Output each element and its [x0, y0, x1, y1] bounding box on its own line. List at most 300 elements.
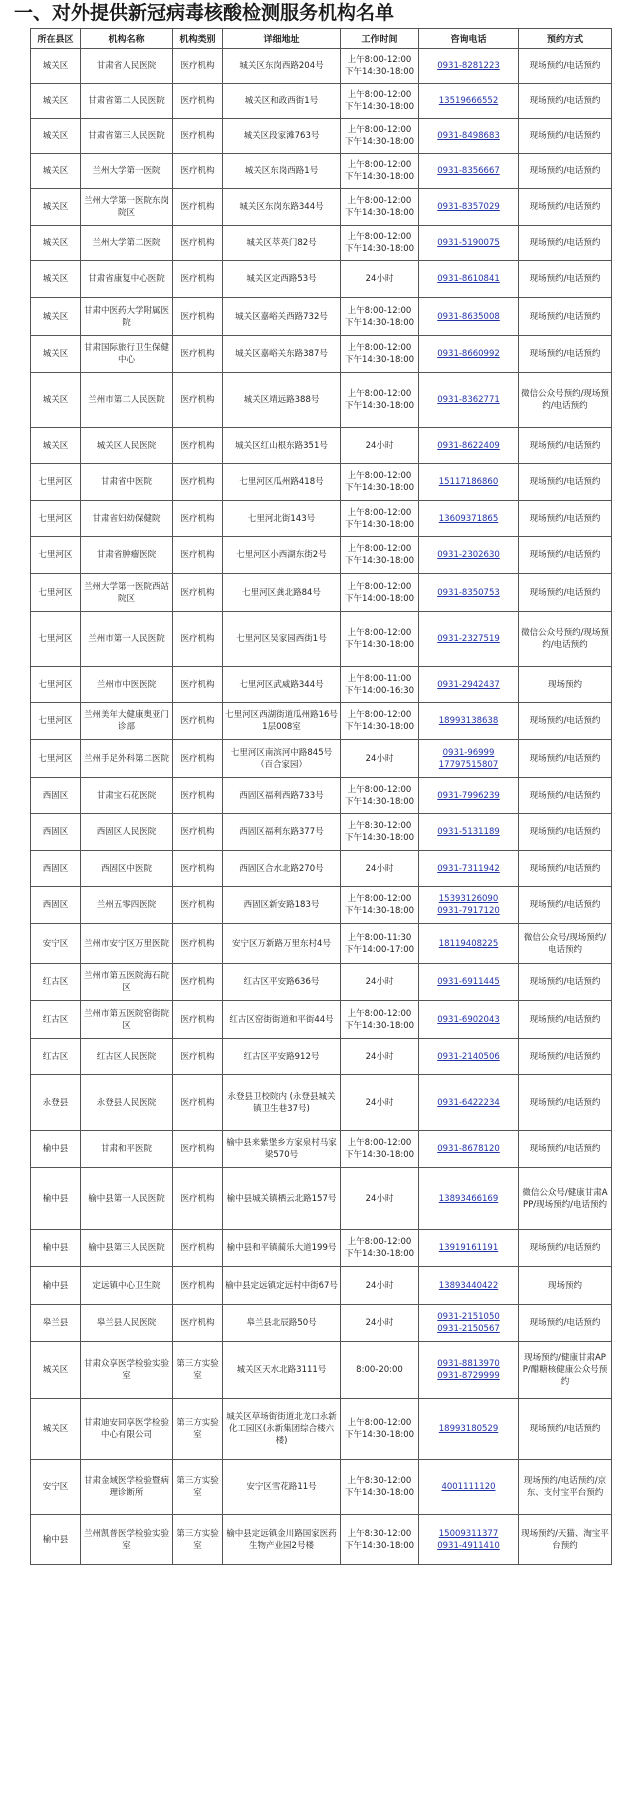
cell-name: 甘肃宝石花医院	[81, 778, 173, 814]
cell-phone	[419, 189, 519, 226]
cell-phone	[419, 373, 519, 428]
phone-link[interactable]: 0931-8729999	[437, 1371, 500, 1381]
phone-link[interactable]: 0931-8813970	[437, 1359, 500, 1369]
cell-name: 兰州手足外科第二医院	[81, 740, 173, 778]
cell-booking: 现场预约/电话预约	[519, 1305, 612, 1342]
cell-address: 城关区定西路53号	[223, 261, 341, 298]
cell-hours: 上午8:00-11:30 下午14:00-17:00	[341, 924, 419, 964]
cell-type: 医疗机构	[173, 1168, 223, 1230]
phone-link[interactable]: 0931-8281223	[437, 61, 500, 71]
phone-link[interactable]: 13919161191	[438, 1243, 499, 1253]
cell-address: 城关区段家滩763号	[223, 119, 341, 154]
cell-phone	[419, 1230, 519, 1267]
header-hours: 工作时间	[341, 29, 419, 49]
cell-hours: 24小时	[341, 740, 419, 778]
cell-name: 甘肃省中医院	[81, 464, 173, 501]
cell-phone	[419, 1515, 519, 1565]
cell-type: 第三方实验室	[173, 1342, 223, 1399]
cell-name: 兰州市第二人民医院	[81, 373, 173, 428]
cell-phone	[419, 336, 519, 373]
cell-name: 兰州大学第一医院东岗院区	[81, 189, 173, 226]
cell-name: 甘肃中医药大学附属医院	[81, 298, 173, 336]
table-row	[31, 1342, 612, 1399]
cell-hours: 上午8:00-12:00 下午14:30-18:00	[341, 887, 419, 924]
cell-type: 医疗机构	[173, 373, 223, 428]
phone-link[interactable]: 0931-2151050	[437, 1312, 500, 1322]
cell-type: 医疗机构	[173, 84, 223, 119]
cell-type: 第三方实验室	[173, 1515, 223, 1565]
phone-link[interactable]: 0931-8498683	[437, 131, 500, 141]
cell-type: 医疗机构	[173, 226, 223, 261]
cell-address: 安宁区雪花路11号	[223, 1460, 341, 1515]
cell-phone	[419, 428, 519, 464]
cell-district: 城关区	[31, 298, 81, 336]
cell-booking: 现场预约/电话预约	[519, 84, 612, 119]
cell-district: 红古区	[31, 1001, 81, 1039]
phone-link[interactable]: 0931-7996239	[437, 790, 500, 801]
cell-type: 医疗机构	[173, 501, 223, 537]
table-row	[31, 851, 612, 887]
cell-phone	[419, 501, 519, 537]
table-row	[31, 298, 612, 336]
cell-hours: 上午8:00-12:00 下午14:30-18:00	[341, 49, 419, 84]
cell-address: 七里河区吴家园西街1号	[223, 612, 341, 667]
table-row	[31, 226, 612, 261]
cell-type: 医疗机构	[173, 851, 223, 887]
cell-district: 城关区	[31, 119, 81, 154]
cell-hours: 上午8:00-12:00 下午14:30-18:00	[341, 1131, 419, 1168]
cell-booking: 现场预约/电话预约	[519, 501, 612, 537]
cell-address: 城关区东岗西路204号	[223, 49, 341, 84]
table-row	[31, 1075, 612, 1131]
table-row	[31, 740, 612, 778]
cell-district: 城关区	[31, 428, 81, 464]
cell-hours: 24小时	[341, 1305, 419, 1342]
cell-hours: 上午8:00-12:00 下午14:30-18:00	[341, 501, 419, 537]
cell-address: 城关区天水北路3111号	[223, 1342, 341, 1399]
cell-phone	[419, 964, 519, 1001]
cell-type: 医疗机构	[173, 1230, 223, 1267]
cell-address: 城关区嘉峪关东路387号	[223, 336, 341, 373]
cell-booking: 现场预约/健康甘肃APP/醋糖核健康公众号预约	[519, 1342, 612, 1399]
cell-booking: 微信公众号预约/现场预约/电话预约	[519, 612, 612, 667]
cell-hours: 上午8:00-12:00 下午14:30-18:00	[341, 612, 419, 667]
cell-phone	[419, 740, 519, 778]
cell-district: 七里河区	[31, 612, 81, 667]
cell-booking: 现场预约/电话预约	[519, 428, 612, 464]
cell-name: 甘肃国际旅行卫生保健中心	[81, 336, 173, 373]
cell-address: 西固区福利东路377号	[223, 814, 341, 851]
phone-link[interactable]: 0931-8622409	[437, 440, 500, 451]
table-row	[31, 1267, 612, 1305]
cell-address: 榆中县和平镇蔺乐大道199号	[223, 1230, 341, 1267]
table-row	[31, 336, 612, 373]
cell-booking: 现场预约/电话预约	[519, 49, 612, 84]
cell-booking: 现场预约/电话预约	[519, 740, 612, 778]
cell-district: 城关区	[31, 336, 81, 373]
cell-booking: 现场预约/电话预约	[519, 1399, 612, 1460]
cell-type: 医疗机构	[173, 740, 223, 778]
cell-type: 医疗机构	[173, 887, 223, 924]
cell-name: 兰州市第一人民医院	[81, 612, 173, 667]
cell-district: 榆中县	[31, 1168, 81, 1230]
cell-phone	[419, 924, 519, 964]
cell-type: 医疗机构	[173, 537, 223, 574]
cell-hours: 上午8:00-12:00 下午14:30-18:00	[341, 84, 419, 119]
cell-hours: 24小时	[341, 428, 419, 464]
cell-address: 七里河区龚北路84号	[223, 574, 341, 612]
cell-phone	[419, 1460, 519, 1515]
table-row	[31, 464, 612, 501]
table-row	[31, 119, 612, 154]
cell-name: 兰州大学第一医院	[81, 154, 173, 189]
table-row	[31, 1131, 612, 1168]
phone-link[interactable]: 13609371865	[438, 513, 499, 524]
cell-phone	[419, 851, 519, 887]
cell-booking: 现场预约/电话预约	[519, 887, 612, 924]
cell-phone	[419, 1131, 519, 1168]
table-row	[31, 261, 612, 298]
cell-phone	[419, 464, 519, 501]
phone-link[interactable]: 18993138638	[438, 716, 499, 726]
cell-booking: 微信公众号/现场预约/电话预约	[519, 924, 612, 964]
cell-type: 医疗机构	[173, 1039, 223, 1075]
cell-name: 甘肃和平医院	[81, 1131, 173, 1168]
phone-link[interactable]: 0931-8660992	[437, 349, 500, 359]
cell-name: 甘肃省第二人民医院	[81, 84, 173, 119]
cell-type: 医疗机构	[173, 667, 223, 703]
cell-address: 城关区嘉峪关西路732号	[223, 298, 341, 336]
cell-district: 安宁区	[31, 924, 81, 964]
cell-district: 红古区	[31, 1039, 81, 1075]
cell-booking: 现场预约/电话预约	[519, 814, 612, 851]
table-row	[31, 189, 612, 226]
table-row	[31, 887, 612, 924]
phone-link[interactable]: 18119408225	[438, 938, 499, 949]
cell-booking: 现场预约/电话预约	[519, 226, 612, 261]
table-row	[31, 1460, 612, 1515]
cell-name: 甘肃省肿瘤医院	[81, 537, 173, 574]
cell-hours: 上午8:00-11:00 下午14:00-16:30	[341, 667, 419, 703]
cell-name: 甘肃省康复中心医院	[81, 261, 173, 298]
cell-district: 城关区	[31, 84, 81, 119]
cell-name: 永登县人民医院	[81, 1075, 173, 1131]
cell-type: 医疗机构	[173, 924, 223, 964]
cell-phone	[419, 537, 519, 574]
cell-district: 榆中县	[31, 1131, 81, 1168]
table-row	[31, 1039, 612, 1075]
cell-booking: 现场预约/电话预约	[519, 336, 612, 373]
cell-type: 医疗机构	[173, 154, 223, 189]
cell-booking: 现场预约/电话预约	[519, 189, 612, 226]
cell-address: 城关区靖远路388号	[223, 373, 341, 428]
institution-table	[30, 28, 611, 1565]
phone-link[interactable]: 0931-6422234	[437, 1097, 500, 1108]
phone-link[interactable]: 15009311377	[438, 1528, 499, 1539]
cell-name: 甘肃众享医学检验实验室	[81, 1342, 173, 1399]
cell-district: 七里河区	[31, 574, 81, 612]
phone-link[interactable]: 0931-7311942	[437, 863, 500, 874]
cell-booking: 现场预约/电话预约	[519, 1230, 612, 1267]
header-address: 详细地址	[223, 29, 341, 49]
table-row	[31, 1168, 612, 1230]
cell-district: 城关区	[31, 1342, 81, 1399]
cell-name: 兰州市第五医院窑街院区	[81, 1001, 173, 1039]
cell-district: 红古区	[31, 964, 81, 1001]
table-row	[31, 924, 612, 964]
cell-district: 七里河区	[31, 464, 81, 501]
cell-address: 永登县卫校院内 (永登县城关镇卫生巷37号)	[223, 1075, 341, 1131]
phone-link[interactable]: 0931-8635008	[437, 311, 500, 322]
cell-name: 西固区人民医院	[81, 814, 173, 851]
cell-district: 西固区	[31, 778, 81, 814]
cell-type: 医疗机构	[173, 1075, 223, 1131]
phone-link[interactable]: 0931-2302630	[437, 550, 500, 560]
cell-booking: 现场预约/电话预约	[519, 851, 612, 887]
phone-link[interactable]: 18993180529	[438, 1424, 499, 1434]
cell-phone	[419, 574, 519, 612]
cell-address: 西固区合水北路270号	[223, 851, 341, 887]
table-row	[31, 612, 612, 667]
cell-district: 西固区	[31, 814, 81, 851]
phone-link[interactable]: 0931-96999	[442, 747, 495, 758]
phone-link[interactable]: 0931-2150567	[437, 1324, 500, 1334]
phone-link[interactable]: 13893440422	[438, 1280, 499, 1291]
phone-link[interactable]: 13893466169	[438, 1193, 499, 1204]
table-row	[31, 537, 612, 574]
cell-district: 榆中县	[31, 1515, 81, 1565]
cell-phone	[419, 1342, 519, 1399]
cell-booking: 现场预约/电话预约/京东、支付宝平台预约	[519, 1460, 612, 1515]
phone-link[interactable]: 0931-5131189	[437, 827, 500, 837]
cell-hours: 上午8:30-12:00 下午14:30-18:00	[341, 1515, 419, 1565]
cell-type: 医疗机构	[173, 428, 223, 464]
cell-district: 城关区	[31, 373, 81, 428]
cell-name: 定远镇中心卫生院	[81, 1267, 173, 1305]
table-row	[31, 49, 612, 84]
cell-district: 永登县	[31, 1075, 81, 1131]
table-row	[31, 154, 612, 189]
cell-district: 城关区	[31, 49, 81, 84]
cell-phone	[419, 612, 519, 667]
cell-address: 城关区和政西街1号	[223, 84, 341, 119]
table-row	[31, 501, 612, 537]
header-phone: 咨询电话	[419, 29, 519, 49]
cell-address: 七里河北街143号	[223, 501, 341, 537]
cell-hours: 24小时	[341, 964, 419, 1001]
phone-link[interactable]: 4001111120	[441, 1482, 496, 1492]
cell-name: 兰州市第五医院海石院区	[81, 964, 173, 1001]
cell-booking: 现场预约/电话预约	[519, 1001, 612, 1039]
cell-booking: 现场预约/电话预约	[519, 119, 612, 154]
cell-phone	[419, 1001, 519, 1039]
cell-district: 七里河区	[31, 501, 81, 537]
cell-hours: 上午8:00-12:00 下午14:30-18:00	[341, 1230, 419, 1267]
cell-name: 甘肃金域医学检验暨病理诊断所	[81, 1460, 173, 1515]
header-name: 机构名称	[81, 29, 173, 49]
cell-booking: 现场预约/电话预约	[519, 154, 612, 189]
cell-phone	[419, 703, 519, 740]
cell-type: 医疗机构	[173, 778, 223, 814]
cell-phone	[419, 154, 519, 189]
cell-address: 榆中县定远镇金川路国家医药生物产业园2号楼	[223, 1515, 341, 1565]
cell-type: 医疗机构	[173, 298, 223, 336]
cell-address: 城关区东岗东路344号	[223, 189, 341, 226]
cell-hours: 24小时	[341, 1075, 419, 1131]
cell-district: 城关区	[31, 189, 81, 226]
table-row	[31, 703, 612, 740]
cell-hours: 上午8:00-12:00 下午14:30-18:00	[341, 154, 419, 189]
table-row	[31, 1230, 612, 1267]
cell-name: 榆中县第三人民医院	[81, 1230, 173, 1267]
cell-booking: 现场预约/电话预约	[519, 1075, 612, 1131]
cell-type: 医疗机构	[173, 1131, 223, 1168]
cell-address: 安宁区万新路万里东村4号	[223, 924, 341, 964]
phone-link[interactable]: 0931-8610841	[437, 274, 500, 284]
phone-link[interactable]: 0931-7917120	[437, 906, 500, 916]
cell-hours: 24小时	[341, 851, 419, 887]
phone-link[interactable]: 0931-2140506	[437, 1051, 500, 1062]
cell-hours: 上午8:00-12:00 下午14:00-18:00	[341, 574, 419, 612]
phone-link[interactable]: 0931-2327519	[437, 634, 500, 644]
cell-name: 甘肃迪安同享医学检验中心有限公司	[81, 1399, 173, 1460]
cell-name: 兰州市中医医院	[81, 667, 173, 703]
phone-link[interactable]: 0931-8350753	[437, 587, 500, 598]
phone-link[interactable]: 15393126090	[438, 894, 499, 904]
cell-phone	[419, 1305, 519, 1342]
table-row	[31, 428, 612, 464]
cell-type: 医疗机构	[173, 964, 223, 1001]
cell-name: 榆中县第一人民医院	[81, 1168, 173, 1230]
cell-address: 七里河区南滨河中路845号（百合家园）	[223, 740, 341, 778]
phone-link[interactable]: 0931-6911445	[437, 977, 500, 987]
phone-link[interactable]: 0931-8357029	[437, 202, 500, 212]
cell-name: 西固区中医院	[81, 851, 173, 887]
phone-link[interactable]: 0931-6902043	[437, 1014, 500, 1025]
cell-district: 城关区	[31, 1399, 81, 1460]
cell-address: 红古区平安路636号	[223, 964, 341, 1001]
cell-address: 榆中县来紫堡乡方家泉村马家梁570号	[223, 1131, 341, 1168]
cell-address: 榆中县城关镇栖云北路157号	[223, 1168, 341, 1230]
cell-type: 医疗机构	[173, 119, 223, 154]
cell-hours: 上午8:00-12:00 下午14:30-18:00	[341, 464, 419, 501]
cell-name: 甘肃省妇幼保健院	[81, 501, 173, 537]
cell-name: 城关区人民医院	[81, 428, 173, 464]
cell-phone	[419, 84, 519, 119]
cell-booking: 现场预约	[519, 667, 612, 703]
phone-link[interactable]: 0931-8678120	[437, 1144, 500, 1154]
cell-type: 医疗机构	[173, 464, 223, 501]
cell-phone	[419, 667, 519, 703]
phone-link[interactable]: 17797515807	[438, 759, 499, 770]
cell-hours: 上午8:00-12:00 下午14:30-18:00	[341, 298, 419, 336]
cell-hours: 8:00-20:00	[341, 1342, 419, 1399]
cell-phone	[419, 1267, 519, 1305]
cell-district: 七里河区	[31, 537, 81, 574]
cell-name: 皋兰县人民医院	[81, 1305, 173, 1342]
cell-hours: 上午8:00-12:00 下午14:30-18:00	[341, 537, 419, 574]
table-row	[31, 814, 612, 851]
cell-address: 皋兰县北辰路50号	[223, 1305, 341, 1342]
table-row	[31, 1305, 612, 1342]
table-row	[31, 574, 612, 612]
cell-name: 兰州大学第一医院西站院区	[81, 574, 173, 612]
cell-type: 医疗机构	[173, 1267, 223, 1305]
cell-district: 七里河区	[31, 667, 81, 703]
cell-booking: 现场预约/电话预约	[519, 574, 612, 612]
cell-type: 医疗机构	[173, 49, 223, 84]
cell-district: 安宁区	[31, 1460, 81, 1515]
cell-address: 榆中县定远镇定远村中街67号	[223, 1267, 341, 1305]
cell-name: 兰州美年大健康奥亚门诊部	[81, 703, 173, 740]
cell-address: 城关区萃英门82号	[223, 226, 341, 261]
cell-booking: 现场预约	[519, 1267, 612, 1305]
phone-link[interactable]: 0931-5190075	[437, 238, 500, 248]
cell-hours: 上午8:30-12:00 下午14:30-18:00	[341, 1460, 419, 1515]
cell-hours: 上午8:00-12:00 下午14:30-18:00	[341, 1001, 419, 1039]
cell-type: 医疗机构	[173, 1001, 223, 1039]
phone-link[interactable]: 15117186860	[438, 477, 499, 487]
phone-link[interactable]: 0931-8362771	[437, 395, 500, 405]
cell-district: 榆中县	[31, 1230, 81, 1267]
cell-name: 兰州五零四医院	[81, 887, 173, 924]
cell-address: 红古区平安路912号	[223, 1039, 341, 1075]
cell-phone	[419, 49, 519, 84]
cell-name: 兰州市安宁区万里医院	[81, 924, 173, 964]
cell-type: 医疗机构	[173, 612, 223, 667]
cell-type: 第三方实验室	[173, 1460, 223, 1515]
cell-booking: 现场预约/电话预约	[519, 261, 612, 298]
cell-hours: 上午8:00-12:00 下午14:30-18:00	[341, 373, 419, 428]
cell-address: 西固区福利西路733号	[223, 778, 341, 814]
cell-phone	[419, 1039, 519, 1075]
phone-link[interactable]: 0931-8356667	[437, 166, 500, 176]
phone-link[interactable]: 0931-4911410	[437, 1540, 500, 1551]
cell-hours: 上午8:00-12:00 下午14:30-18:00	[341, 226, 419, 261]
cell-phone	[419, 887, 519, 924]
cell-address: 城关区红山根东路351号	[223, 428, 341, 464]
cell-phone	[419, 119, 519, 154]
cell-hours: 上午8:00-12:00 下午14:30-18:00	[341, 119, 419, 154]
cell-type: 医疗机构	[173, 261, 223, 298]
cell-hours: 上午8:00-12:00 下午14:30-18:00	[341, 778, 419, 814]
cell-booking: 微信公众号/健康甘肃APP/现场预约/电话预约	[519, 1168, 612, 1230]
cell-address: 七里河区武威路344号	[223, 667, 341, 703]
cell-type: 医疗机构	[173, 336, 223, 373]
cell-booking: 现场预约/电话预约	[519, 464, 612, 501]
table-row	[31, 667, 612, 703]
cell-name: 红古区人民医院	[81, 1039, 173, 1075]
cell-address: 红古区窑街街道和平街44号	[223, 1001, 341, 1039]
cell-hours: 上午8:00-12:00 下午14:30-18:00	[341, 336, 419, 373]
cell-district: 七里河区	[31, 703, 81, 740]
cell-address: 西固区新安路183号	[223, 887, 341, 924]
cell-district: 城关区	[31, 261, 81, 298]
cell-booking: 现场预约/电话预约	[519, 778, 612, 814]
cell-phone	[419, 226, 519, 261]
cell-type: 医疗机构	[173, 574, 223, 612]
cell-hours: 上午8:30-12:00 下午14:30-18:00	[341, 814, 419, 851]
phone-link[interactable]: 13519666552	[438, 96, 499, 106]
cell-district: 皋兰县	[31, 1305, 81, 1342]
cell-type: 医疗机构	[173, 814, 223, 851]
phone-link[interactable]: 0931-2942437	[437, 679, 500, 690]
header-booking: 预约方式	[519, 29, 612, 49]
cell-booking: 现场预约/电话预约	[519, 964, 612, 1001]
cell-district: 榆中县	[31, 1267, 81, 1305]
cell-hours: 24小时	[341, 1267, 419, 1305]
table-row	[31, 1001, 612, 1039]
